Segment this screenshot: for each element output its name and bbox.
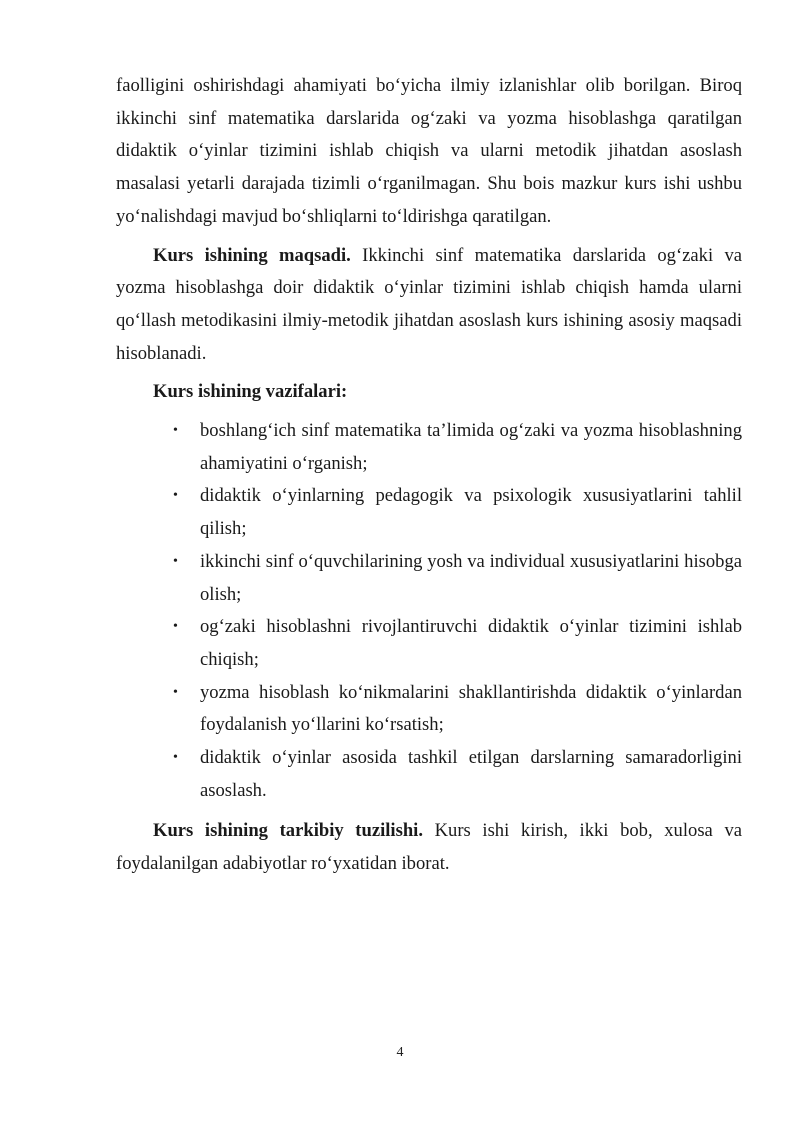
list-item-text: didaktik o‘yinlarning pedagogik va psixologik xususiyatlarini tahlil qilish; xyxy=(200,485,742,540)
bullet-icon: • xyxy=(173,619,178,635)
goal-paragraph xyxy=(116,240,742,371)
list-item xyxy=(173,546,742,611)
structure-label: Kurs ishining tarkibiy tuzilishi. xyxy=(153,820,423,842)
goal-label: Kurs ishining maqsadi. xyxy=(153,244,351,266)
list-item-text: ikkinchi sinf o‘quvchilarining yosh va individual xususiyatlarini hisobga olish; xyxy=(200,550,742,605)
list-item-text: yozma hisoblash ko‘nikmalarini shakllantirishda didaktik o‘yinlardan foydalanish yo‘llarini ko‘rsatish; xyxy=(200,681,742,736)
goal-text: Ikkinchi sinf matematika darslarida og‘zaki va yozma hisoblashga doir didaktik o‘yinlar tizimini ishlab chiqish hamda ularni qo‘llash metodikasini ilmiy-metodik jihatdan asoslash kurs ishining asosiy maqsadi hisoblanadi. xyxy=(116,244,742,364)
structure-text: Kurs ishi kirish, ikki bob, xulosa va foydalanilgan adabiyotlar ro‘yxatidan iborat. xyxy=(116,820,742,875)
structure-paragraph xyxy=(116,815,742,880)
tasks-heading: Kurs ishining vazifalari: xyxy=(153,381,348,403)
list-item-text: didaktik o‘yinlar asosida tashkil etilgan darslarning samaradorligini asoslash. xyxy=(200,747,742,801)
page-number: 4 xyxy=(396,1045,404,1060)
bullet-icon: • xyxy=(173,423,178,439)
bullet-icon: • xyxy=(173,553,178,569)
list-item-text: og‘zaki hisoblashni rivojlantiruvchi didaktik o‘yinlar tizimini ishlab chiqish; xyxy=(200,616,742,670)
bullet-icon: • xyxy=(173,684,178,700)
list-item xyxy=(173,677,742,742)
list-item xyxy=(173,611,742,676)
bullet-icon: • xyxy=(173,488,178,504)
list-item xyxy=(173,480,742,545)
intro-paragraph: faolligini oshirishdagi ahamiyati bo‘yicha ilmiy izlanishlar olib borilgan. Biroq ikkinchi sinf matematika darslarida og‘zaki va yozma hisoblashga qaratilgan didaktik o‘yinlar tizimini ishlab chiqish va ularni metodik jihatdan asoslash masalasi yetarli darajada tizimli o‘rganilmagan. Shu bois mazkur kurs ishi ushbu yo‘nalishdagi mavjud bo‘shliqlarni to‘ldirishga qaratilgan. xyxy=(116,75,742,227)
list-item xyxy=(173,415,742,480)
bullet-icon: • xyxy=(173,750,178,766)
list-item xyxy=(173,742,742,807)
document-page xyxy=(116,70,742,883)
tasks-list xyxy=(116,415,742,807)
list-item-text: boshlang‘ich sinf matematika ta’limida og‘zaki va yozma hisoblashning ahamiyatini o‘rganish; xyxy=(200,420,742,474)
